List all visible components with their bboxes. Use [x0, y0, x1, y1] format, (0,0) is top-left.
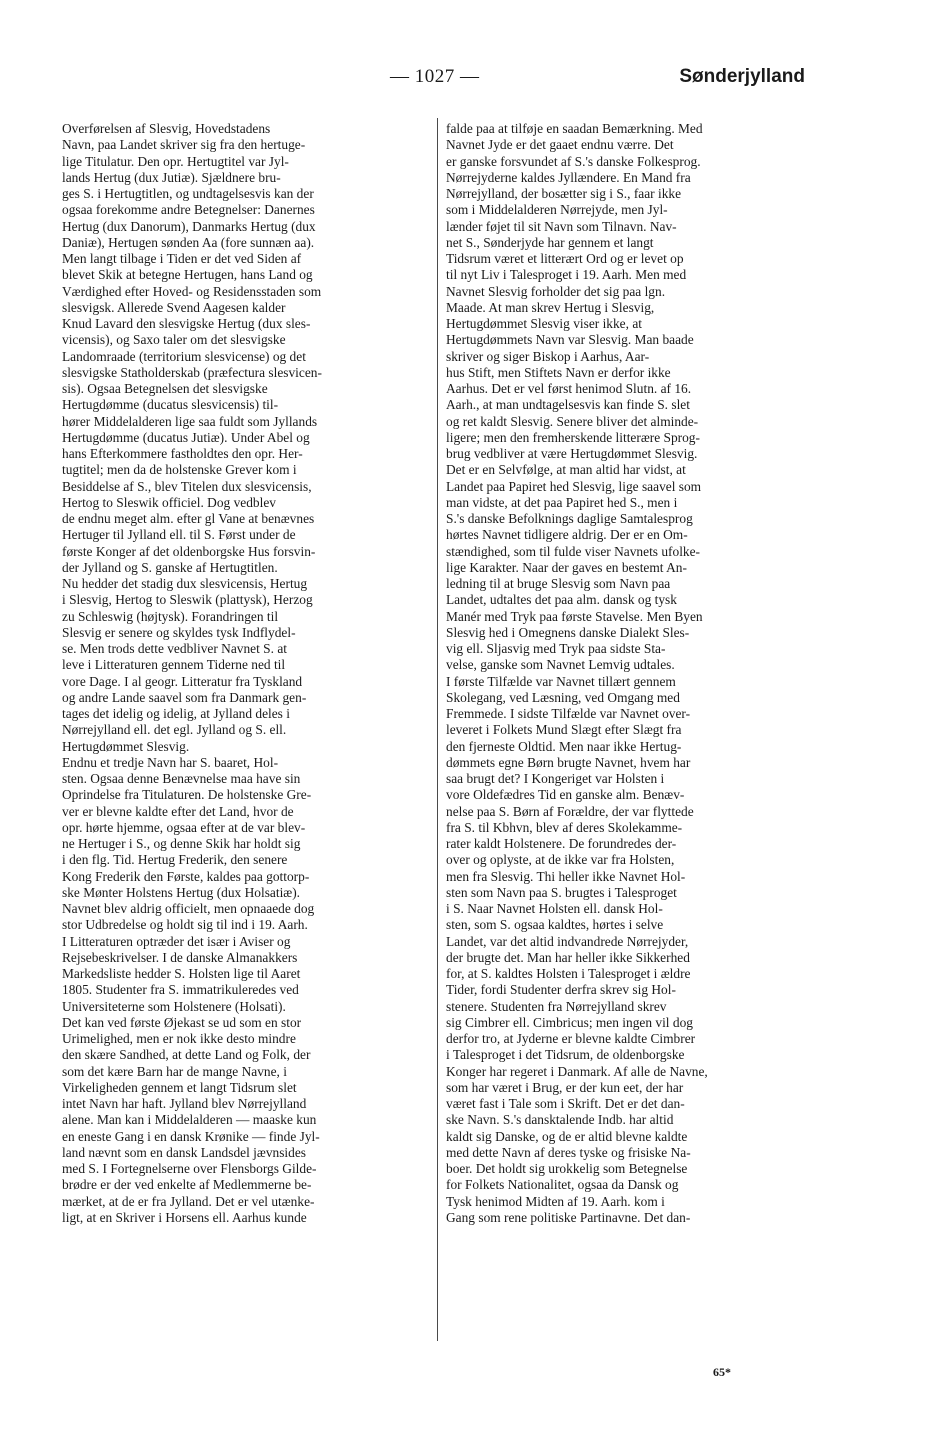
text-line: slesvigsk. Allerede Svend Aagesen kalder	[62, 299, 286, 315]
text-line: ges S. i Hertugtitlen, og undtagelsesvis kan der	[62, 186, 314, 201]
text-line: været fast i Tale som i Skrift. Det er det dan-	[446, 1096, 685, 1111]
text-line: derfor tro, at Jyderne er blevne kaldte Cimbrer	[446, 1031, 696, 1046]
text-line: sten. Ogsaa denne Benævnelse maa have sin	[62, 771, 301, 786]
text-line: zu Schleswig (højtysk). Forandringen til	[62, 608, 279, 624]
text-line: som det kære Barn har de mange Navne, i	[62, 1063, 287, 1079]
text-line: se. Men trods dette vedbliver Navnet S. at	[62, 641, 287, 656]
text-line: Daniæ), Hertugen sønden Aa (fore sunnæn aa).	[62, 234, 315, 250]
text-line: til nyt Liv i Talesproget i 19. Aarh. Men med	[446, 267, 687, 283]
text-line: er ganske forsvundet af S.'s danske Folkesprog.	[446, 153, 701, 169]
text-line: Det kan ved første Øjekast se ud som en stor	[62, 1014, 302, 1030]
text-line: ledning til at bruge Slesvig som Navn paa	[446, 576, 671, 591]
text-line: de endnu meget alm. efter gl Vane at benævnes	[62, 511, 315, 526]
text-line: den fjerneste Oldtid. Men naar ikke Hertug-	[446, 738, 682, 754]
text-line: Hertugdømmet Slesvig viser ikke, at	[446, 316, 642, 331]
text-line: Oprindelse fra Titulaturen. De holstenske Gre-	[62, 787, 312, 803]
page-header	[60, 66, 805, 96]
text-line: slesvigske Statholderskab (præfectura slesvicen-	[62, 364, 322, 380]
text-line: mærket, at de er fra Jylland. Det er vel utænke-	[62, 1193, 315, 1209]
text-line: man vidste, at det paa Papiret hed S., men i	[446, 494, 678, 510]
text-line: Hertuger til Jylland ell. til S. Først under de	[62, 527, 296, 543]
text-line: stor Udbredelse og holdt sig til ind i 19. Aarh.	[62, 917, 308, 933]
text-line: hørtes Navnet tidligere aldrig. Der er en Om-	[446, 527, 688, 543]
text-line: Navnet Slesvig forholder det sig paa lgn.	[446, 283, 666, 299]
text-line: Tysk henimod Midten af 19. Aarh. kom i	[446, 1193, 665, 1209]
text-line: tugtitel; men da de holstenske Grever kom i	[62, 462, 297, 478]
text-line: hans Efterkommere fastholdtes den opr. Her-	[62, 446, 303, 461]
text-line: ogsaa forekomme andre Betegnelser: Danernes	[62, 202, 315, 218]
text-line: vig ell. Sljasvig med Tryk paa sidste Sta-	[446, 641, 666, 656]
page-number: — 1027 —	[390, 66, 480, 87]
text-line: net S., Sønderjyde har gennem et langt	[446, 234, 654, 250]
text-line: fra S. til Kbhvn, blev af deres Skolekamme-	[446, 819, 683, 835]
text-line: første Konger af det oldenborgske Hus forsvin-	[62, 543, 316, 559]
text-line: land nævnt som en dansk Landsdel jævnsides	[62, 1144, 306, 1160]
text-line: hus Stift, men Stiftets Navn er derfor ikke	[446, 364, 671, 380]
text-line: som har været i Brug, er der kun eet, der har	[446, 1079, 684, 1095]
text-line: blevet Skik at betegne Hertugen, hans Land og	[62, 267, 313, 283]
column-divider	[437, 118, 438, 1341]
text-line: sig Cimbrer ell. Cimbricus; men ingen vil dog	[446, 1014, 693, 1030]
text-line: ligere; men den fremherskende litterære Sprog-	[446, 429, 700, 445]
text-line: hører Middelalderen lige saa fuldt som Jyllands	[62, 413, 318, 429]
text-line: i Talesproget i det Tidsrum, de oldenborgske	[446, 1047, 685, 1063]
text-line: falde paa at tilføje en saadan Bemærkning. Med	[446, 121, 703, 136]
text-line: Virkeligheden gennem et langt Tidsrum slet	[62, 1079, 297, 1095]
text-line: Hertog to Sleswik officiel. Dog vedblev	[62, 494, 276, 510]
text-line: Landet, udtaltes det paa alm. dansk og tysk	[446, 592, 677, 608]
text-line: Fremmede. I sidste Tilfælde var Navnet over-	[446, 706, 691, 721]
text-line: den skære Sandhed, at dette Land og Folk, der	[62, 1047, 311, 1063]
text-line: rater kaldt Holstenere. De forundredes der-	[446, 836, 677, 851]
text-line: opr. hørte hjemme, ogsaa efter at de var blev-	[62, 819, 306, 835]
text-line: tages det idelig og idelig, at Jylland deles i	[62, 706, 290, 721]
text-line: Hertugdømme (ducatus Jutiæ). Under Abel og	[62, 429, 310, 445]
text-line: Maade. At man skrev Hertug i Slesvig,	[446, 299, 655, 315]
text-line: nelse paa S. Børn af Forældre, der var flyttede	[446, 803, 694, 819]
text-line: Værdighed efter Hoved- og Residensstaden som	[62, 283, 322, 299]
text-line: Konger har regeret i Danmark. Af alle de Navne,	[446, 1063, 708, 1079]
text-line: skriver og siger Biskop i Aarhus, Aar-	[446, 348, 650, 364]
text-line: Hertugdømmet Slesvig.	[62, 738, 190, 754]
text-line: ne Hertuger i S., og denne Skik har holdt sig	[62, 836, 301, 851]
text-line: I Litteraturen optræder det især i Aviser og	[62, 933, 291, 949]
left-text-column	[62, 121, 420, 1226]
text-line: brødre er der ved enkelte af Medlemmerne be-	[62, 1177, 312, 1193]
text-line: leve i Litteraturen gennem Tiderne ned til	[62, 657, 286, 673]
text-line: Det er en Selvfølge, at man altid har vidst, at	[446, 462, 686, 478]
text-line: 1805. Studenter fra S. immatrikuleredes ved	[62, 982, 299, 998]
text-line: som i Middelalderen Nørrejyde, men Jyl-	[446, 202, 668, 218]
text-line: ske Mønter Holstens Hertug (dux Holsatiæ).	[62, 884, 301, 900]
text-line: men fra Slesvig. Thi heller ikke Navnet Hol-	[446, 868, 686, 884]
text-line: Kong Frederik den Første, kaldes paa gottorp-	[62, 868, 310, 884]
text-line: over og oplyste, at de ikke var fra Holsten,	[446, 852, 675, 868]
text-line: Skolegang, ved Læsning, ved Omgang med	[446, 689, 680, 705]
text-line: sten, som S. ogsaa kaldtes, hørtes i selve	[446, 917, 664, 933]
text-line: lige Titulatur. Den opr. Hertugtitel var Jyl-	[62, 153, 289, 169]
text-line: Overførelsen af Slesvig, Hovedstadens	[62, 121, 271, 136]
text-line: lands Hertug (dux Jutiæ). Sjældnere bru-	[62, 169, 281, 185]
text-line: der brugte det. Man har heller ikke Sikkerhed	[446, 949, 690, 965]
text-line: vore Dage. I al geogr. Litteratur fra Tyskland	[62, 673, 303, 689]
text-line: intet Navn har haft. Jylland blev Nørrejylland	[62, 1096, 307, 1111]
text-line: Hertugdømmets Navn var Slesvig. Man baade	[446, 332, 694, 348]
text-line: brug vedbliver at være Hertugdømmet Slesvig.	[446, 446, 698, 461]
text-line: stændighed, som til fulde viser Navnets ufolke-	[446, 543, 701, 559]
text-line: Landet, var det altid indvandrede Nørrejyder,	[446, 933, 689, 949]
text-line: og ret kaldt Slesvig. Senere bliver det alminde-	[446, 413, 699, 429]
text-line: Slesvig hed i Omegnens danske Dialekt Sles-	[446, 624, 690, 640]
signature-mark: 65*	[713, 1365, 731, 1379]
text-line: sis). Ogsaa Betegnelsen det slesvigske	[62, 381, 268, 396]
text-line: i Slesvig, Hertog to Sleswik (plattysk), Herzog	[62, 592, 313, 608]
text-line: Tider, fordi Studenter derfra skrev sig Hol-	[446, 982, 676, 998]
text-line: Navnet blev aldrig officielt, men opnaaede dog	[62, 901, 315, 916]
text-line: Rejsebeskrivelser. I de danske Almanakkers	[62, 949, 298, 965]
text-line: og andre Lande saavel som fra Danmark gen-	[62, 689, 307, 705]
text-line: Aarhus. Det er vel først henimod Slutn. af 16.	[446, 381, 692, 396]
right-text-column	[446, 121, 804, 1226]
text-line: med S. I Fortegnelserne over Flensborgs Gilde-	[62, 1161, 317, 1176]
text-line: Universiteterne som Holstenere (Holsati).	[62, 998, 286, 1014]
text-line: Nørrejylland ell. det egl. Jylland og S. ell.	[62, 722, 287, 738]
text-line: Urimelighed, men er nok ikke desto mindre	[62, 1031, 296, 1046]
text-line: i den flg. Tid. Hertug Frederik, den senere	[62, 852, 288, 868]
text-line: Gang som rene politiske Partinavne. Det dan-	[446, 1209, 691, 1225]
text-line: sten som Navn paa S. brugtes i Talesproget	[446, 884, 677, 900]
text-line: Nørrejyderne kaldes Jyllændere. En Mand fra	[446, 169, 691, 185]
text-line: Landomraade (territorium slesvicense) og det	[62, 348, 306, 364]
text-line: med dette Navn af deres tyske og frisiske Na-	[446, 1144, 691, 1160]
text-line: Landet paa Papiret hed Slesvig, lige saavel som	[446, 478, 702, 494]
text-line: ligt, at en Skriver i Horsens ell. Aarhus kunde	[62, 1209, 307, 1225]
text-line: for Folkets Nationalitet, ogsaa da Dansk og	[446, 1177, 679, 1193]
text-line: boer. Det holdt sig urokkelig som Betegnelse	[446, 1161, 688, 1176]
text-line: alene. Man kan i Middelalderen — maaske kun	[62, 1112, 317, 1128]
text-line: Endnu et tredje Navn har S. baaret, Hol-	[62, 754, 279, 770]
text-line: Knud Lavard den slesvigske Hertug (dux sles-	[62, 316, 311, 331]
text-line: Aarh., at man undtagelsesvis kan finde S. slet	[446, 397, 690, 413]
text-line: ver er blevne kaldte efter det Land, hvor de	[62, 803, 294, 819]
text-line: velse, ganske som Navnet Lemvig udtales.	[446, 657, 675, 673]
text-line: en eneste Gang i en dansk Krønike — finde Jyl-	[62, 1128, 320, 1144]
text-line: stenere. Studenten fra Nørrejylland skrev	[446, 998, 667, 1014]
text-line: Nørrejylland, der bosætter sig i S., faar ikke	[446, 186, 682, 201]
text-line: Slesvig er senere og skyldes tysk Indflydel-	[62, 624, 296, 640]
text-line: I første Tilfælde var Navnet tillært gennem	[446, 673, 676, 689]
text-line: Hertug (dux Danorum), Danmarks Hertug (dux	[62, 218, 316, 234]
text-line: S.'s danske Befolknings daglige Samtalesprog	[446, 511, 693, 526]
text-line: Nu hedder det stadig dux slesvicensis, Hertug	[62, 576, 308, 591]
text-line: Hertugdømme (ducatus slesvicensis) til-	[62, 397, 279, 413]
text-line: vore Oldefædres Tid en ganske alm. Benæv-	[446, 787, 685, 803]
text-line: lige Karakter. Naar der gaves en bestemt An-	[446, 559, 687, 575]
text-line: Men langt tilbage i Tiden er det ved Siden af	[62, 251, 302, 266]
text-line: Manér med Tryk paa første Stavelse. Men Byen	[446, 608, 703, 624]
text-line: leveret i Folkets Mund Slægt efter Slægt fra	[446, 722, 682, 738]
text-line: Tidsrum været et litterært Ord og er levet op	[446, 251, 684, 266]
text-line: ske Navn. S.'s dansktalende Indb. har altid	[446, 1112, 674, 1128]
text-line: vicensis), og Saxo taler om det slesvigske	[62, 332, 286, 348]
text-line: dømmets egne Børn brugte Navnet, hvem har	[446, 754, 691, 770]
text-line: kaldt sig Danske, og de er altid blevne kaldte	[446, 1128, 688, 1144]
text-line: i S. Naar Navnet Holsten ell. dansk Hol-	[446, 901, 663, 916]
text-line: Besiddelse af S., blev Titelen dux slesvicensis,	[62, 478, 312, 494]
text-line: Navn, paa Landet skriver sig fra den hertuge-	[62, 137, 306, 153]
running-title: Sønderjylland	[679, 66, 805, 87]
text-line: der Jylland og S. ganske af Hertugtitlen.	[62, 559, 278, 575]
text-line: saa brugt det? I Kongeriget var Holsten i	[446, 771, 665, 786]
text-line: Markedsliste hedder S. Holsten lige til Aaret	[62, 966, 301, 981]
text-line: for, at S. kaldtes Holsten i Talesproget i ældre	[446, 966, 691, 981]
text-line: Navnet Jyde er det gaaet endnu værre. Det	[446, 137, 674, 153]
text-line: lænder føjet til sit Navn som Tilnavn. Nav-	[446, 218, 677, 234]
